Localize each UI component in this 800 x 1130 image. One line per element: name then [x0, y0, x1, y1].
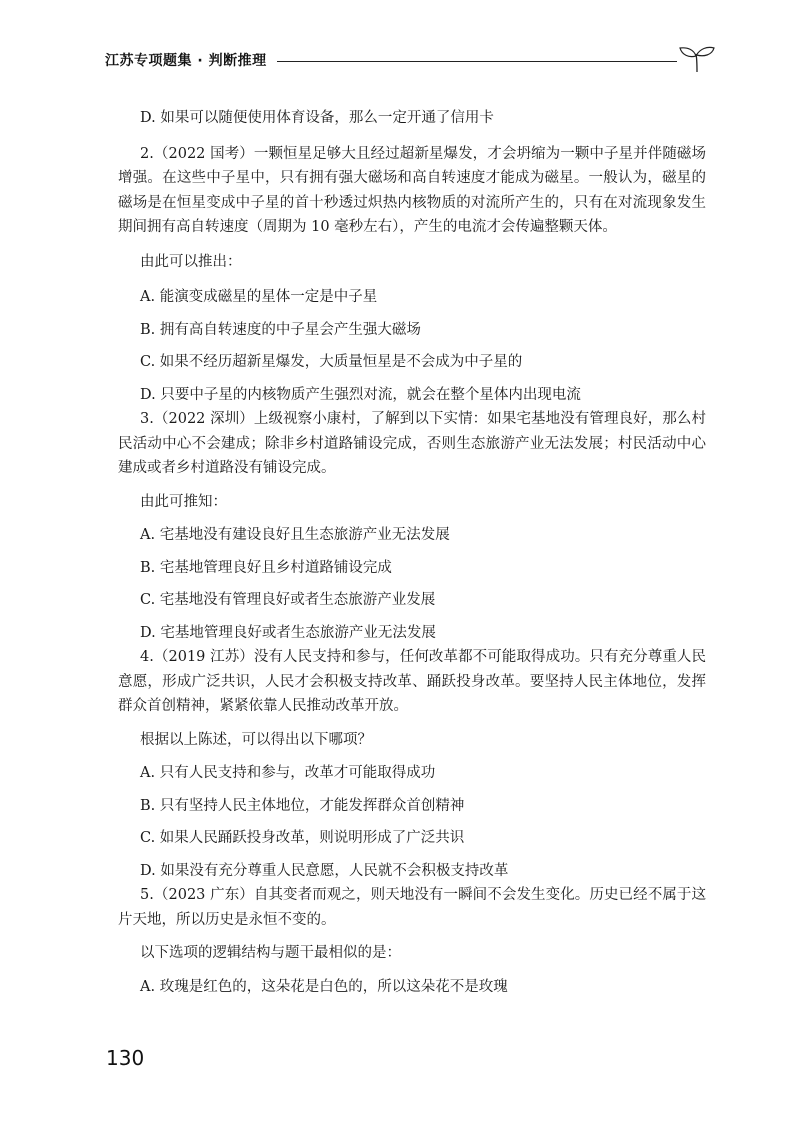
question-2-option: C. 如果不经历超新星爆发，大质量恒星是不会成为中子星的	[140, 354, 523, 370]
header-title: 江苏专项题集 · 判断推理	[105, 53, 267, 69]
running-header	[105, 44, 725, 78]
page-number: 130	[106, 1046, 145, 1070]
question-4-option: C. 如果人民踊跃投身改革，则说明形成了广泛共识	[140, 830, 465, 846]
question-3-stem: 3.（2022 深圳）上级视察小康村，了解到以下实情：如果宅基地没有管理良好，那么村民活动中心不会建成；除非乡村道路铺设完成，否则生态旅游产业无法发展；村民活动中心建成或者乡村道路没有铺设完成。	[118, 411, 706, 476]
header-rule	[277, 61, 677, 62]
question-2-option: B. 拥有高自转速度的中子星会产生强大磁场	[140, 321, 421, 338]
question-2-option: D. 只要中子星的内核物质产生强烈对流，就会在整个星体内出现电流	[140, 386, 581, 403]
question-4-option: D. 如果没有充分尊重人民意愿，人民就不会积极支持改革	[140, 862, 509, 879]
question-4-option: A. 只有人民支持和参与，改革才可能取得成功	[140, 765, 436, 781]
option-d-continued: D. 如果可以随便使用体育设备，那么一定开通了信用卡	[140, 110, 494, 126]
question-4-prompt: 根据以上陈述，可以得出以下哪项？	[140, 731, 372, 748]
question-3-option: A. 宅基地没有建设良好且生态旅游产业无法发展	[140, 527, 450, 543]
question-3-option: B. 宅基地管理良好且乡村道路铺设完成	[140, 559, 392, 576]
question-4-option: B. 只有坚持人民主体地位，才能发挥群众首创精神	[140, 797, 465, 814]
question-5-prompt: 以下选项的逻辑结构与题干最相似的是：	[140, 945, 401, 961]
question-3-prompt: 由此可推知：	[140, 493, 227, 510]
question-5-stem: 5.（2023 广东）自其变者而观之，则天地没有一瞬间不会发生变化。历史已经不属于这片天地，所以历史是永恒不变的。	[118, 887, 706, 928]
question-2-stem: 2.（2022 国考）一颗恒星足够大且经过超新星爆发，才会坍缩为一颗中子星并伴随磁场增强。在这些中子星中，只有拥有强大磁场和高自转速度才能成为磁星。一般认为，磁星的磁场是在恒星变成中子星的首十秒透过炽热内核物质的对流所产生的，只有在对流现象发生期间拥有高自转速度（周期为 10 毫秒左右），产生的电流才会传遍整颗天体。	[118, 145, 706, 235]
sprout-leaf-icon	[677, 44, 717, 74]
question-2-prompt: 由此可以推出：	[140, 253, 242, 270]
question-5-option: A. 玫瑰是红色的，这朵花是白色的，所以这朵花不是玫瑰	[140, 978, 508, 995]
question-3-option: D. 宅基地管理良好或者生态旅游产业无法发展	[140, 624, 436, 641]
page-content	[118, 106, 706, 999]
question-2-option: A. 能演变成磁星的星体一定是中子星	[140, 289, 378, 305]
question-3-option: C. 宅基地没有管理良好或者生态旅游产业发展	[140, 592, 436, 608]
question-4-stem: 4.（2019 江苏）没有人民支持和参与，任何改革都不可能取得成功。只有充分尊重人民意愿，形成广泛共识，人民才会积极支持改革、踊跃投身改革。要坚持人民主体地位，发挥群众首创精神，紧紧依靠人民推动改革开放。	[118, 649, 706, 714]
